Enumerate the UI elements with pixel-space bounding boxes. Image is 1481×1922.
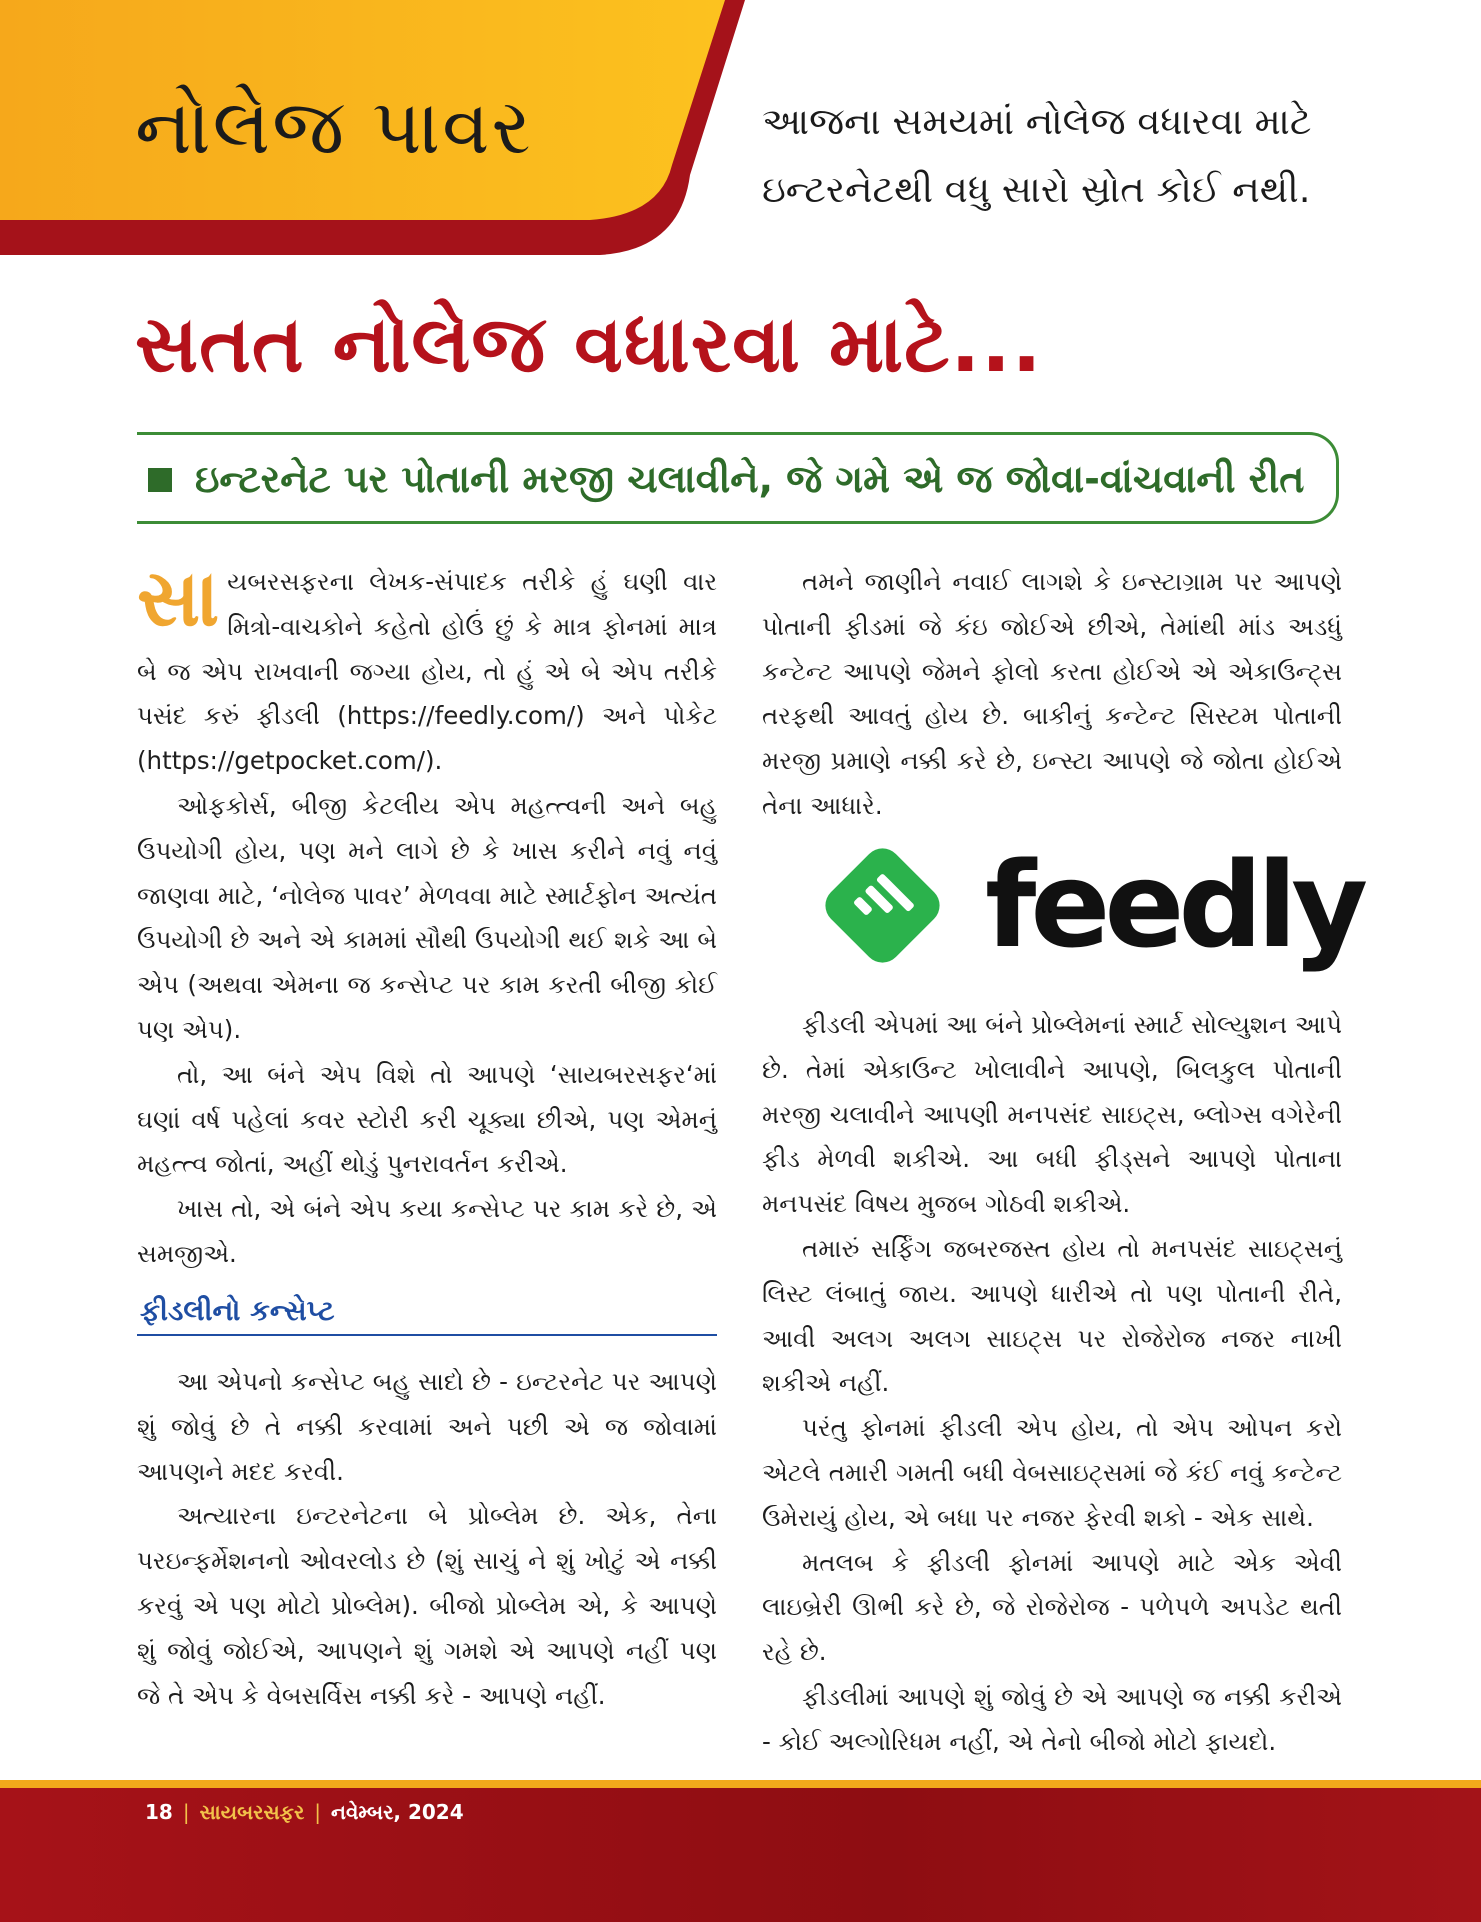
concept-heading: ફીડલીનો કન્સેપ્ટ <box>140 1294 335 1327</box>
right-paragraph-1: તમને જાણીને નવાઈ લાગશે કે ઇન્સ્ટાગ્રામ પર આપણે પોતાની ફીડમાં જે કંઇ જોઈએ છીએ, તેમાંથી માંડ અડધું કન્ટેન્ટ આપણે જેમને ફોલો કરતા હોઈએ એ એકાઉન્ટ્સ તરફથી આવતું હોય છે. બાકીનું કન્ટેન્ટ સિસ્ટમ પોતાની મરજી પ્રમાણે નક્કી કરે છે, ઇન્સ્ટા આપણે જે જોતા હોઈએ તેના આધારે. <box>762 567 1342 820</box>
issue-date: નવેમ્બર, 2024 <box>331 1800 464 1824</box>
concept-heading-rule <box>137 1334 717 1336</box>
left-paragraph-1: સાયબરસફરના લેખક-સંપાદક તરીકે હું ઘણી વાર મિત્રો-વાચકોને કહેતો હોઉં છું કે માત્ર ફોનમાં માત્ર બે જ એપ રાખવાની જગ્યા હોય, તો હું એ બે એપ તરીકે પસંદ કરું ફીડલી (https://feedly.com/) અને પોકેટ (https://getpocket.com/). <box>137 554 717 776</box>
feedly-wordmark: feedly <box>985 836 1363 974</box>
subheading-bullet-icon <box>148 468 172 492</box>
header-tagline <box>762 88 1442 224</box>
right-paragraph-5: મતલબ કે ફીડલી ફોનમાં આપણે માટે એક એવી લાઇબ્રેરી ઊભી કરે છે, જે રોજેરોજ - પળેપળે અપડેટ થતી રહે છે. <box>762 1547 1342 1667</box>
left-paragraph-4: ખાસ તો, એ બંને એપ કયા કન્સેપ્ટ પર કામ કરે છે, એ સમજીએ. <box>137 1194 717 1268</box>
page-number: 18 <box>145 1800 173 1824</box>
left-paragraph-5: આ એપનો કન્સેપ્ટ બહુ સાદો છે - ઇન્ટરનેટ પર આપણે શું જોવું છે તે નક્કી કરવામાં અને પછી એ જ જોવામાં આપણને મદદ કરવી. <box>137 1367 717 1486</box>
footer-text: 18 | સાયબરસફર | નવેમ્બર, 2024 <box>145 1800 464 1824</box>
right-column-lower <box>762 1003 1342 1765</box>
article-subheading: ઇન્ટરનેટ પર પોતાની મરજી ચલાવીને, જે ગમે એ જ જોવા-વાંચવાની રીત <box>195 457 1305 501</box>
feedly-logo-icon <box>815 838 950 973</box>
drop-cap: સા <box>137 554 220 644</box>
left-paragraph-3: તો, આ બંને એપ વિશે તો આપણે ‘સાયબરસફર‘માં ઘણાં વર્ષ પહેલાં કવર સ્ટોરી કરી ચૂક્યા છીએ, પણ એમનું મહત્ત્વ જોતાં, અહીં થોડું પુનરાવર્તન કરીએ. <box>137 1059 717 1179</box>
right-paragraph-6: ફીડલીમાં આપણે શું જોવું છે એ આપણે જ નક્કી કરીએ - કોઈ અલ્ગોરિધમ નહીં, એ તેનો બીજો મોટો ફાયદો. <box>762 1681 1342 1756</box>
section-title: નોલેજ પાવર <box>135 82 533 171</box>
article-headline: સતત નોલેજ વધારવા માટે... <box>135 300 1043 390</box>
left-paragraph-6: અત્યારના ઇન્ટરનેટના બે પ્રોબ્લેમ છે. એક, તેના પરઇન્ફર્મેશનનો ઓવરલોડ છે (શું સાચું ને શું ખોટું એ નક્કી કરવું એ પણ મોટો પ્રોબ્લેમ). બીજો પ્રોબ્લેમ એ, કે આપણે શું જોવું જોઈએ, આપણને શું ગમશે એ આપણે નહીં પણ જે તે એપ કે વેબસર્વિસ નક્કી કરે - આપણે નહીં. <box>137 1501 717 1710</box>
tagline-line-2: ઇન્ટરનેટથી વધુ સારો સ્રોત કોઈ નથી. <box>762 168 1311 211</box>
magazine-name: સાયબરસફર <box>199 1800 305 1824</box>
right-paragraph-4: પરંતુ ફોનમાં ફીડલી એપ હોય, તો એપ ઓપન કરો એટલે તમારી ગમતી બધી વેબસાઇટ્સમાં જે કંઈ નવું કન્ટેન્ટ ઉમેરાયું હોય, એ બધા પર નજર ફેરવી શકો - એક સાથે. <box>762 1413 1342 1532</box>
left-column-lower <box>137 1360 717 1718</box>
left-column <box>137 554 717 1277</box>
right-paragraph-2: ફીડલી એપમાં આ બંને પ્રોબ્લેમનાં સ્માર્ટ સોલ્યુશન આપે છે. તેમાં એકાઉન્ટ ખોલાવીને આપણે, બિલકુલ પોતાની મરજી ચલાવીને આપણી મનપસંદ સાઇટ્સ, બ્લોગ્સ વગેરેની ફીડ મેળવી શકીએ. આ બધી ફીડ્સને આપણે પોતાના મનપસંદ વિષય મુજબ ગોઠવી શકીએ. <box>762 1010 1342 1219</box>
left-paragraph-2: ઓફકોર્સ, બીજી કેટલીય એપ મહત્ત્વની અને બહુ ઉપયોગી હોય, પણ મને લાગે છે કે ખાસ કરીને નવું નવું જાણવા માટે, ‘નોલેજ પાવર’ મેળવવા માટે સ્માર્ટફોન અત્યંત ઉપયોગી છે અને એ કામમાં સૌથી ઉપયોગી થઈ શકે આ બે એપ (અથવા એમના જ કન્સેપ્ટ પર કામ કરતી બીજી કોઈ પણ એપ). <box>137 790 717 1044</box>
right-paragraph-3: તમારું સર્ફિંગ જબરજસ્ત હોય તો મનપસંદ સાઇટ્સનું લિસ્ટ લંબાતું જાય. આપણે ધારીએ તો પણ પોતાની રીતે, આવી અલગ અલગ સાઇટ્સ પર રોજેરોજ નજર નાખી શકીએ નહીં. <box>762 1233 1342 1398</box>
footer-accent-line <box>0 1780 1481 1788</box>
right-column-upper <box>762 560 1342 829</box>
tagline-line-1: આજના સમયમાં નોલેજ વધારવા માટે <box>762 100 1312 143</box>
